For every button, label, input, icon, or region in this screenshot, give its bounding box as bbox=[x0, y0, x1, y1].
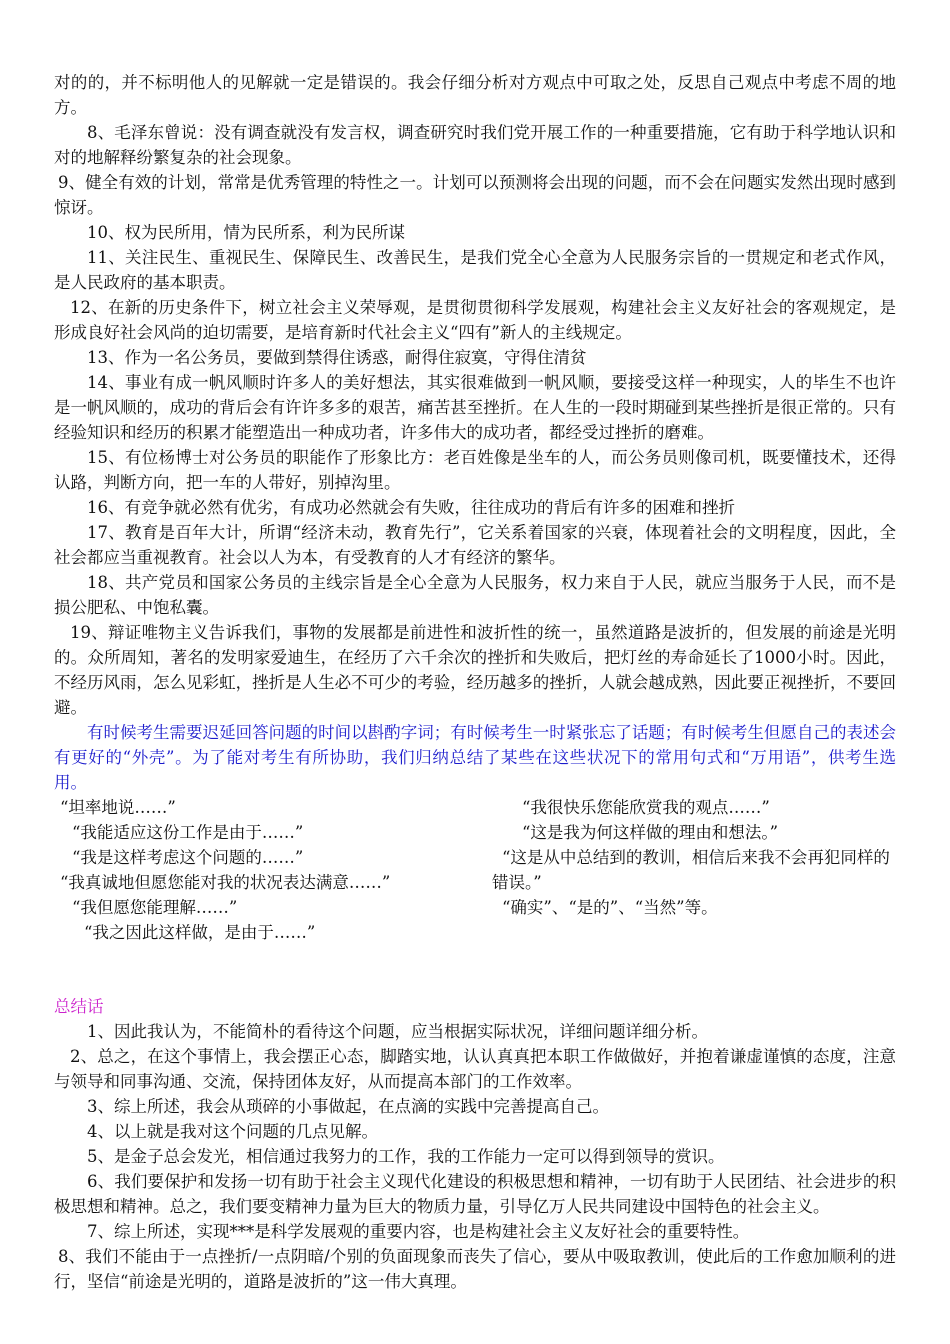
paragraph-continuation: 对的的，并不标明他人的见解就一定是错误的。我会仔细分析对方观点中可取之处，反思自己观点中考虑不周的地方。 bbox=[54, 73, 896, 117]
blue-note-paragraph: 有时候考生需要迟延回答问题的时间以斟酌字词；有时候考生一时紧张忘了话题；有时候考生但愿自己的表述会有更好的“外壳”。为了能对考生有所协助，我们归纳总结了某些在这些状况下的常用句式和“万用语”，供考生选用。 bbox=[54, 723, 896, 792]
phrase-column-right bbox=[492, 795, 896, 920]
paragraph-item-18: 18、共产党员和国家公务员的主线宗旨是全心全意为人民服务，权力来自于人民，就应当服务于人民，而不是损公肥私、中饱私囊。 bbox=[54, 573, 896, 617]
conclusion-item-8: 8、我们不能由于一点挫折/一点阴暗/个别的负面现象而丧失了信心，要从中吸取教训，使此后的工作愈加顺利的进行，坚信“前途是光明的，道路是波折的”这一伟大真理。 bbox=[54, 1247, 896, 1291]
conclusion-item-7: 7、综上所述，实现***是科学发展观的重要内容，也是构建社会主义友好社会的重要特性。 bbox=[87, 1222, 750, 1241]
conclusion-item-1: 1、因此我认为，不能简朴的看待这个问题，应当根据实际状况，详细问题详细分析。 bbox=[87, 1022, 708, 1041]
phrase-item: “这是我为何这样做的理由和想法。” bbox=[522, 823, 779, 842]
phrase-item: “我很快乐您能欣赏我的观点……” bbox=[522, 798, 770, 817]
paragraph-item-14: 14、事业有成一帆风顺时许多人的美好想法，其实很难做到一帆风顺，要接受这样一种现实，人的毕生不也许是一帆风顺的，成功的背后会有许许多多的艰苦，痛苦甚至挫折。在人生的一段时期碰到某些挫折是很正常的。只有经验知识和经历的积累才能塑造出一种成功者，许多伟大的成功者，都经受过挫折的磨难。 bbox=[54, 373, 896, 442]
conclusion-item-3: 3、综上所述，我会从琐碎的小事做起，在点滴的实践中完善提高自己。 bbox=[87, 1097, 609, 1116]
paragraph-item-8: 8、毛泽东曾说：没有调查就没有发言权，调查研究时我们党开展工作的一种重要措施，它有助于科学地认识和对的地解释纷繁复杂的社会现象。 bbox=[54, 123, 896, 167]
paragraph-item-13: 13、作为一名公务员，要做到禁得住诱惑，耐得住寂寞，守得住清贫 bbox=[87, 348, 587, 367]
paragraph-item-9: 9、健全有效的计划，常常是优秀管理的特性之一。计划可以预测将会出现的问题，而不会在问题实发然出现时感到惊讶。 bbox=[54, 173, 896, 217]
section-heading-conclusion: 总结话 bbox=[54, 997, 104, 1016]
phrase-item: “我但愿您能理解……” bbox=[72, 898, 238, 917]
phrase-item: “我之因此这样做，是由于……” bbox=[84, 923, 316, 942]
phrase-item: “我能适应这份工作是由于……” bbox=[72, 823, 304, 842]
paragraph-item-11: 11、关注民生、重视民生、保障民生、改善民生，是我们党全心全意为人民服务宗旨的一贯规定和老式作风，是人民政府的基本职责。 bbox=[54, 248, 896, 292]
paragraph-item-16: 16、有竞争就必然有优劣，有成功必然就会有失败，往往成功的背后有许多的困难和挫折 bbox=[87, 498, 735, 517]
phrase-item: “坦率地说……” bbox=[60, 798, 176, 817]
conclusion-item-4: 4、以上就是我对这个问题的几点见解。 bbox=[87, 1122, 378, 1141]
phrase-item: “我真诚地但愿您能对我的状况表达满意……” bbox=[60, 873, 391, 892]
phrase-column-left bbox=[54, 795, 484, 945]
conclusion-item-6: 6、我们要保护和发扬一切有助于社会主义现代化建设的积极思想和精神，一切有助于人民团结、社会进步的积极思想和精神。总之，我们要变精神力量为巨大的物质力量，引导亿万人民共同建设中国特色的社会主义。 bbox=[54, 1172, 896, 1216]
phrase-item: “这是从中总结到的教训，相信后来我不会再犯同样的错误。” bbox=[492, 848, 890, 892]
paragraph-item-10: 10、权为民所用，情为民所系，利为民所谋 bbox=[87, 223, 405, 242]
paragraph-item-15: 15、有位杨博士对公务员的职能作了形象比方：老百姓像是坐车的人，而公务员则像司机，既要懂技术，还得认路，判断方向，把一车的人带好，别掉沟里。 bbox=[54, 448, 896, 492]
conclusion-item-2: 2、总之，在这个事情上，我会摆正心态，脚踏实地，认认真真把本职工作做做好，并抱着谦虚谨慎的态度，注意与领导和同事沟通、交流，保持团体友好，从而提高本部门的工作效率。 bbox=[54, 1047, 896, 1091]
paragraph-item-17: 17、教育是百年大计，所谓“经济未动，教育先行”，它关系着国家的兴衰，体现着社会的文明程度，因此，全社会都应当重视教育。社会以人为本，有受教育的人才有经济的繁华。 bbox=[54, 523, 896, 567]
conclusion-item-5: 5、是金子总会发光，相信通过我努力的工作，我的工作能力一定可以得到领导的赏识。 bbox=[87, 1147, 725, 1166]
phrase-columns bbox=[54, 795, 896, 994]
paragraph-item-12: 12、在新的历史条件下，树立社会主义荣辱观，是贯彻贯彻科学发展观，构建社会主义友好社会的客观规定，是形成良好社会风尚的迫切需要，是培育新时代社会主义“四有”新人的主线规定。 bbox=[54, 298, 896, 342]
phrase-item: “确实”、“是的”、“当然”等。 bbox=[502, 898, 718, 917]
document-page bbox=[54, 70, 896, 1294]
paragraph-item-19: 19、辩证唯物主义告诉我们，事物的发展都是前进性和波折性的统一，虽然道路是波折的，但发展的前途是光明的。众所周知，著名的发明家爱迪生，在经历了六千余次的挫折和失败后，把灯丝的寿命延长了1000小时。因此，不经历风雨，怎么见彩虹，挫折是人生必不可少的考验，经历越多的挫折，人就会越成熟，因此要正视挫折，不要回避。 bbox=[54, 623, 896, 717]
phrase-item: “我是这样考虑这个问题的……” bbox=[72, 848, 304, 867]
